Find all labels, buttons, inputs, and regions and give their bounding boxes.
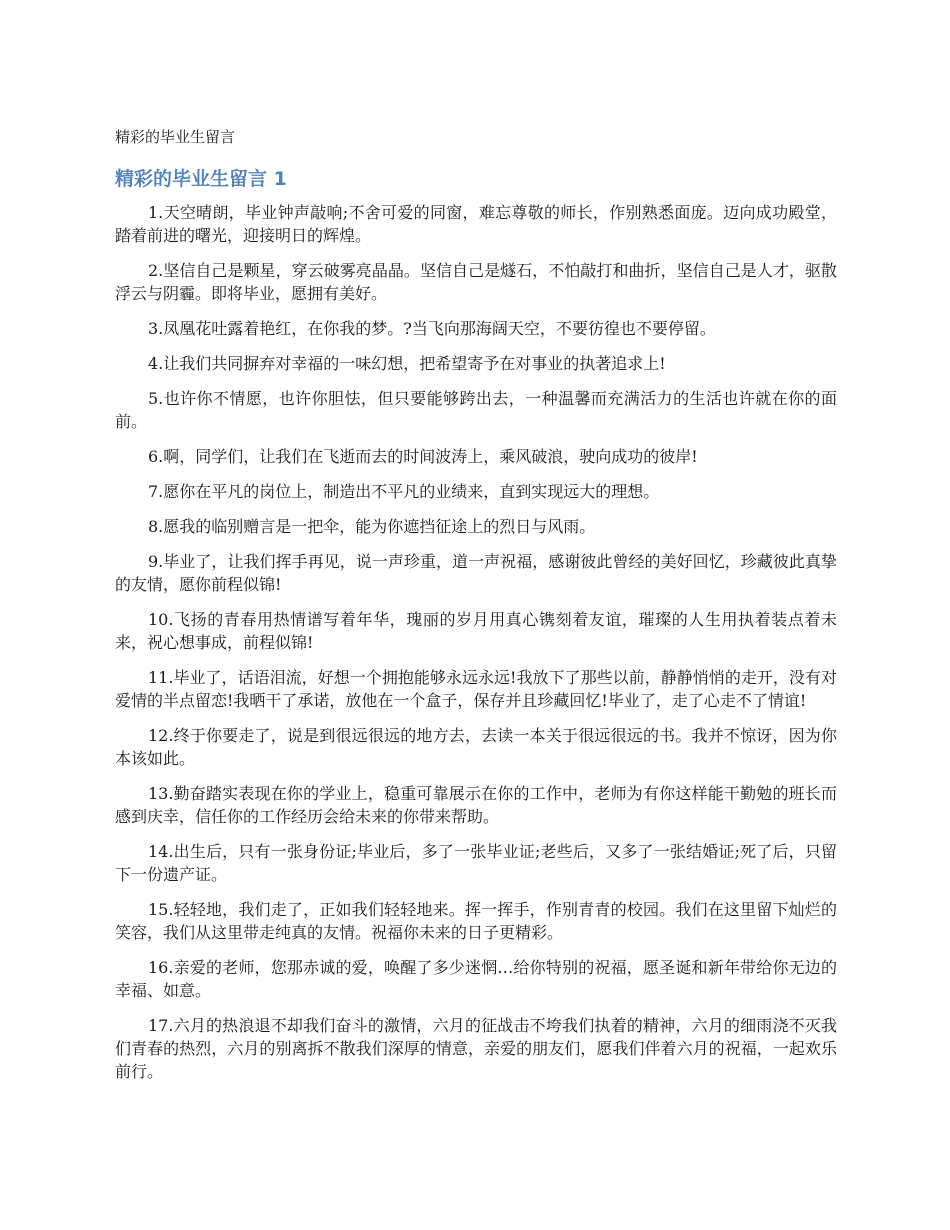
message-paragraph: 17.六月的热浪退不却我们奋斗的激情，六月的征战击不垮我们执着的精神，六月的细雨浇不灭我们青春的热烈，六月的别离拆不散我们深厚的情意，亲爱的朋友们，愿我们伴着六月的祝福，一起欢乐前行。 [115, 1016, 837, 1081]
message-paragraph: 16.亲爱的老师，您那赤诚的爱，唤醒了多少迷惘…给你特别的祝福，愿圣诞和新年带给你无边的幸福、如意。 [115, 958, 837, 1000]
message-paragraph: 2.坚信自己是颗星，穿云破雾亮晶晶。坚信自己是燧石，不怕敲打和曲折，坚信自己是人才，驱散浮云与阴霾。即将毕业，愿拥有美好。 [115, 261, 837, 303]
message-paragraph: 10.飞扬的青春用热情谱写着年华，瑰丽的岁月用真心镌刻着友谊，璀璨的人生用执着装点着未来，祝心想事成，前程似锦! [115, 610, 837, 652]
message-paragraph: 13.勤奋踏实表现在你的学业上，稳重可靠展示在你的工作中，老师为有你这样能干勤勉的班长而感到庆幸，信任你的工作经历会给未来的你带来帮助。 [115, 784, 837, 826]
message-paragraph: 9.毕业了，让我们挥手再见，说一声珍重，道一声祝福，感谢彼此曾经的美好回忆，珍藏彼此真挚的友情，愿你前程似锦! [115, 552, 837, 594]
section-heading: 精彩的毕业生留言 1 [115, 168, 287, 190]
message-paragraph: 6.啊，同学们，让我们在飞逝而去的时间波涛上，乘风破浪，驶向成功的彼岸! [148, 447, 698, 466]
message-list [115, 201, 837, 1095]
message-paragraph: 4.让我们共同摒弃对幸福的一味幻想，把希望寄予在对事业的执著追求上! [148, 354, 666, 373]
message-paragraph: 1.天空晴朗，毕业钟声敲响;不舍可爱的同窗，难忘尊敬的师长，作别熟悉面庞。迈向成功殿堂，踏着前进的曙光，迎接明日的辉煌。 [115, 203, 837, 245]
message-paragraph: 14.出生后，只有一张身份证;毕业后，多了一张毕业证;老些后，又多了一张结婚证;死了后，只留下一份遗产证。 [115, 842, 837, 884]
message-paragraph: 15.轻轻地，我们走了，正如我们轻轻地来。挥一挥手，作别青青的校园。我们在这里留下灿烂的笑容，我们从这里带走纯真的友情。祝福你未来的日子更精彩。 [115, 900, 837, 942]
message-paragraph: 3.凤凰花吐露着艳红，在你我的梦。?当飞向那海阔天空，不要彷徨也不要停留。 [148, 319, 716, 338]
message-paragraph: 5.也许你不情愿，也许你胆怯，但只要能够跨出去，一种温馨而充满活力的生活也许就在你的面前。 [115, 389, 837, 431]
message-paragraph: 7.愿你在平凡的岗位上，制造出不平凡的业绩来，直到实现远大的理想。 [148, 482, 660, 501]
document-title: 精彩的毕业生留言 [115, 128, 236, 146]
message-paragraph: 11.毕业了，话语泪流，好想一个拥抱能够永远永远!我放下了那些以前，静静悄悄的走开，没有对爱情的半点留恋!我晒干了承诺，放他在一个盒子，保存并且珍藏回忆!毕业了，走了心走不了情谊! [115, 668, 837, 710]
message-paragraph: 12.终于你要走了，说是到很远很远的地方去，去读一本关于很远很远的书。我并不惊讶，因为你本该如此。 [115, 726, 837, 768]
message-paragraph: 8.愿我的临别赠言是一把伞，能为你遮挡征途上的烈日与风雨。 [148, 517, 596, 536]
